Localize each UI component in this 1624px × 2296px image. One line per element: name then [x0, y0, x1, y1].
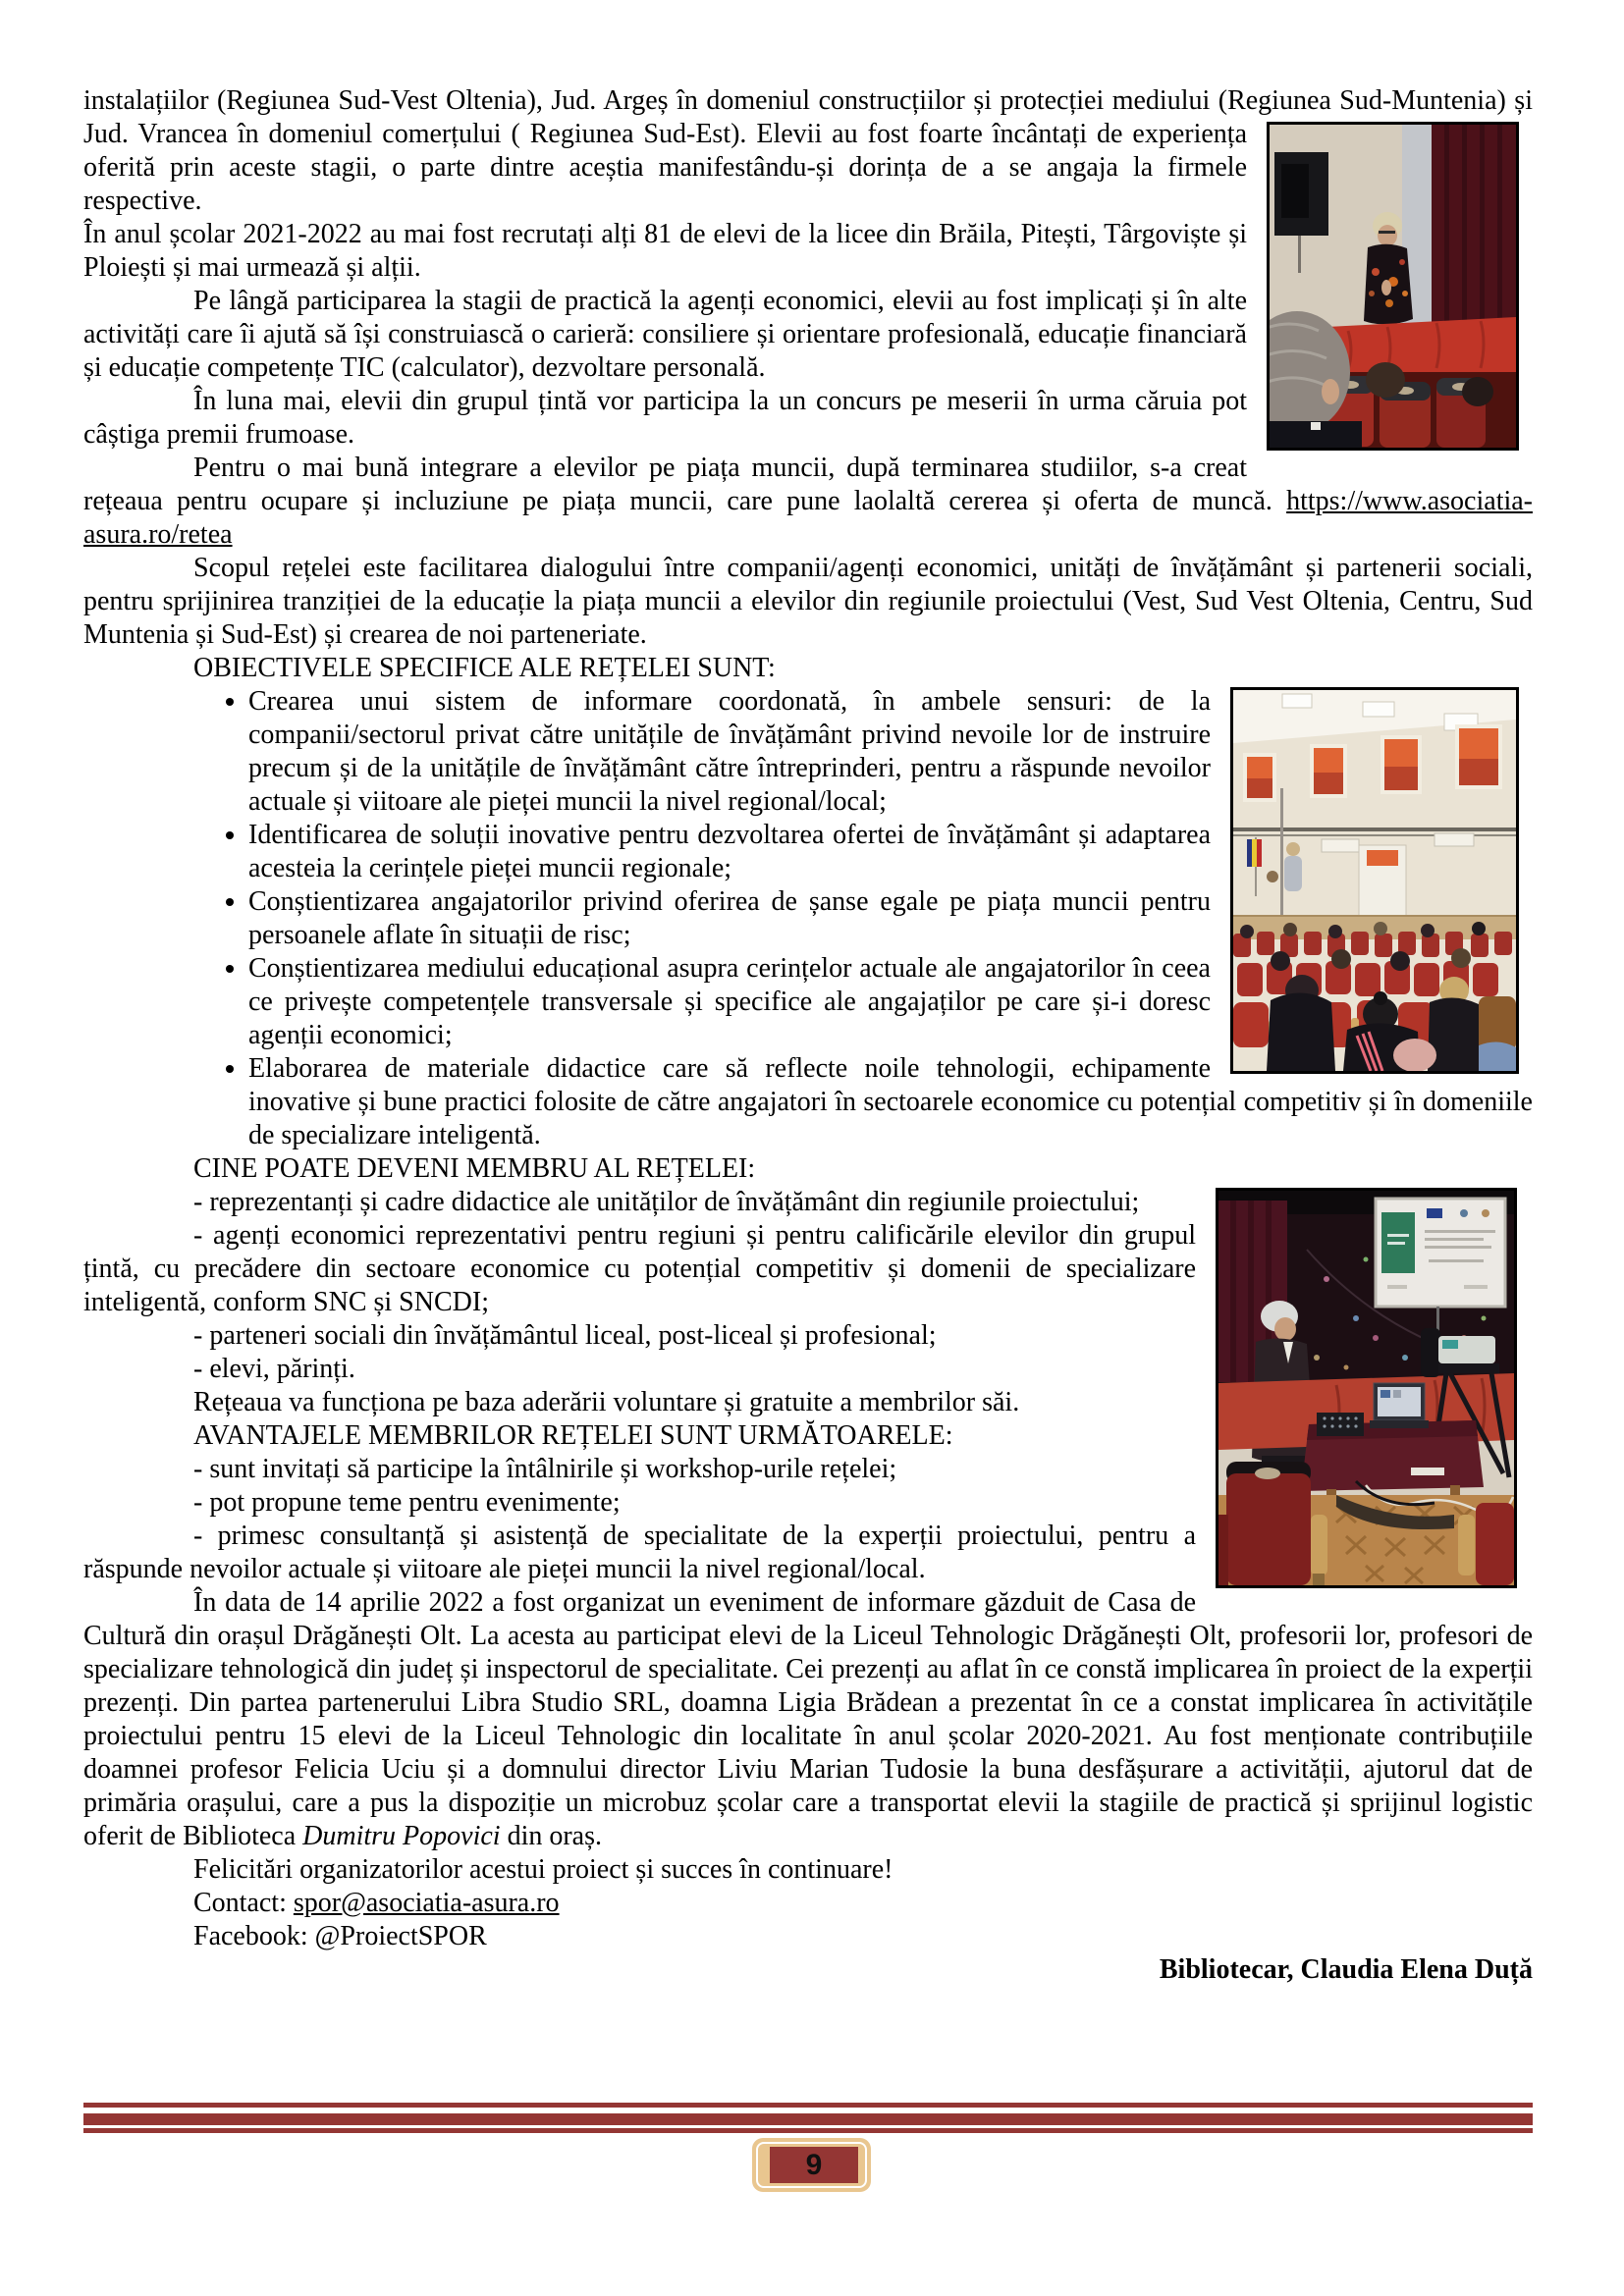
member-item-students-parents: - elevi, părinți.: [193, 1354, 355, 1384]
list-item: • Crearea unui sistem de informare coordonată, în ambele sensuri: de la companii/sectorul privat către unitățile de învățământ privind nevoile lor de instruire precum și de la unitățile de învățământ către întreprinderi, pentru a răspunde nevoilor actuale și viitoare ale pieței muncii la nivel regional/local;: [248, 685, 1533, 819]
footer-rule-thick: [83, 2113, 1533, 2125]
paragraph-text: Pentru o mai bună integrare a elevilor pe piața muncii, după terminarea studiilor, s-a creat rețeaua pentru ocupare și incluziune pe piața muncii, care pune laolaltă cererea și oferta de muncă.: [83, 453, 1287, 516]
paragraph-recruited-students: În anul școlar 2021-2022 au mai fost recrutați alți 81 de elevi de la licee din Brăila, Pitești, Târgoviște și Ploiești și mai urmează și alții.: [83, 219, 1247, 283]
contact-label: Contact:: [193, 1888, 294, 1918]
footer-rule-thin-bottom: [83, 2128, 1533, 2133]
paragraph-text: În data de 14 aprilie 2022 a fost organizat un eveniment de informare găzduit de Casa de Cultură din orașul Drăgănești Olt. La acesta au participat elevi de la Liceul Tehnologic Drăgănești Olt, profesorii lor, profesori de specializare tehnologică din județ și inspectorul de specialitate. Cei prezenți au aflat în ce constă implicarea în proiect de la experții prezenți. Din partea partenerului Libra Studio SRL, doamna Ligia Brădean a prezentat în ce a constat implicarea în activitățile proiectului pentru 15 elevi de la Liceul Tehnologic din localitate în anul școlar 2020-2021. Au fost menționate contribuțiile doamnei profesor Felicia Uciu și a domnului director Liviu Marian Tudosie la buna desfășurare a activității, ajutorul dat de primăria orașului, care a pus la dispoziție un microbuz școlar care a transportat elevii la stagiile de practică și sprijinul logistic oferit de Biblioteca: [83, 1587, 1533, 1851]
paragraph-contest: În luna mai, elevii din grupul țintă vor participa la un concurs pe meserii în urma căruia pot câștiga premii frumoase.: [83, 386, 1247, 450]
paragraph-network: [83, 452, 1533, 552]
paragraph-network-goal: Scopul rețelei este facilitarea dialogului între companii/agenți economici, unități de învățământ și partenerii sociali, pentru sprijinirea tranziției de la educație la piața muncii a elevilor din regiunile proiectului (Vest, Sud Vest Oltenia, Centru, Sud Muntenia și Sud-Est) și crearea de noi parteneriate.: [83, 553, 1533, 650]
page-number-badge-core: [770, 2147, 858, 2183]
member-item-teachers: - reprezentanți și cadre didactice ale unităților de învățământ din regiunile proiectului;: [193, 1187, 1140, 1217]
page-number: 9: [805, 2148, 823, 2181]
member-item-companies: - agenți economici reprezentativi pentru regiuni și pentru calificările elevilor din grupul țintă, cu precădere din sectoare economice cu potențial competitiv și domenii de specializare inteligentă, conform SNC și SNCDI;: [83, 1220, 1196, 1317]
advantage-item-themes: - pot propune teme pentru evenimente;: [193, 1487, 621, 1518]
list-item: • Identificarea de soluții inovative pentru dezvoltarea ofertei de învățământ și adaptarea acesteia la cerințele pieței muncii regionale;: [248, 819, 1533, 885]
photo-stage-presenter-graphic: [1218, 1191, 1514, 1585]
page-number-badge-ring: [756, 2142, 867, 2188]
paragraph-contact: [83, 1887, 1533, 1920]
heading-advantages: AVANTAJELE MEMBRILOR REȚELEI SUNT URMĂTOARELE:: [193, 1420, 953, 1451]
list-item: • Conștientizarea mediului educațional asupra cerințelor actuale ale angajatorilor în ceea ce privește competențele transversale și specifice ale angajaților pe care și-i doresc agenții economici;: [248, 952, 1533, 1052]
document-body: [83, 84, 1533, 1987]
list-item: • Conștientizarea angajatorilor privind oferirea de șanse egale pe piața muncii pentru persoanele aflate în situații de risc;: [248, 885, 1533, 952]
photo-auditorium-speaker-graphic: [1270, 125, 1516, 448]
paragraph-text: din oraș.: [500, 1821, 602, 1851]
advantage-item-meetings: - sunt invitați să participe la întâlnirile și workshop-urile rețelei;: [193, 1454, 897, 1484]
advantage-item-consulting: - primesc consultanță și asistență de specialitate de la experții proiectului, pentru a răspunde nevoilor actuale și viitoare ale pieței muncii la nivel regional/local.: [83, 1521, 1196, 1584]
paragraph-text: oferită prin aceste stagii, o parte dintre aceștia manifestându-și dorința de a se angaja la firmele respective.: [83, 152, 1247, 216]
list-item: • Elaborarea de materiale didactice care să reflecte noile tehnologii, echipamente inovative și bune practici folosite de către angajatori în sectoarele economice cu potențial competitiv și în domeniile de specializare inteligentă.: [248, 1052, 1533, 1152]
paragraph-event-april: [83, 1586, 1533, 1853]
heading-members: CINE POATE DEVENI MEMBRU AL REȚELEI:: [193, 1153, 756, 1184]
member-item-social-partners: - parteneri sociali din învățământul liceal, post-liceal și profesional;: [193, 1320, 937, 1351]
page-number-badge: [752, 2138, 871, 2192]
heading-objectives: OBIECTIVELE SPECIFICE ALE REȚELEI SUNT:: [193, 653, 776, 683]
network-url-link[interactable]: https://www.asociatia-asura.ro/retea: [83, 486, 1533, 550]
paragraph-internships: [83, 84, 1533, 218]
paragraph-other-activities: Pe lângă participarea la stagii de practică la agenți economici, elevii au fost implicați și în alte activități care îi ajută să își construiască o carieră: consiliere și orientare profesională, educație financiară și educație competențe TIC (calculator), dezvoltare personală.: [83, 286, 1247, 383]
photo-audience-hall-graphic: [1233, 690, 1516, 1071]
library-name-italic: Dumitru Popovici: [302, 1821, 501, 1851]
contact-email-link[interactable]: spor@asociatia-asura.ro: [293, 1888, 560, 1918]
photo-audience-hall: [1230, 687, 1519, 1074]
paragraph-congratulations: Felicitări organizatorilor acestui proiect și succes în continuare!: [193, 1854, 893, 1885]
footer-rule-thin-top: [83, 2103, 1533, 2108]
signature-librarian: Bibliotecar, Claudia Elena Duță: [1159, 1954, 1533, 1985]
photo-stage-presenter: [1216, 1188, 1517, 1588]
paragraph-voluntary: Rețeaua va funcționa pe baza aderării voluntare și gratuite a membrilor săi.: [193, 1387, 1020, 1417]
photo-auditorium-speaker: [1267, 122, 1519, 451]
paragraph-facebook: Facebook: @ProiectSPOR: [193, 1921, 487, 1951]
paragraph-text: instalațiilor (Regiunea Sud-Vest Oltenia), Jud. Argeș în domeniul construcțiilor și protecției mediului (Regiunea Sud-Muntenia) și Jud. Vrancea în domeniul comerțului ( Regiunea Sud-Est). Elevii au fost foarte încântați de experiența: [83, 85, 1533, 149]
